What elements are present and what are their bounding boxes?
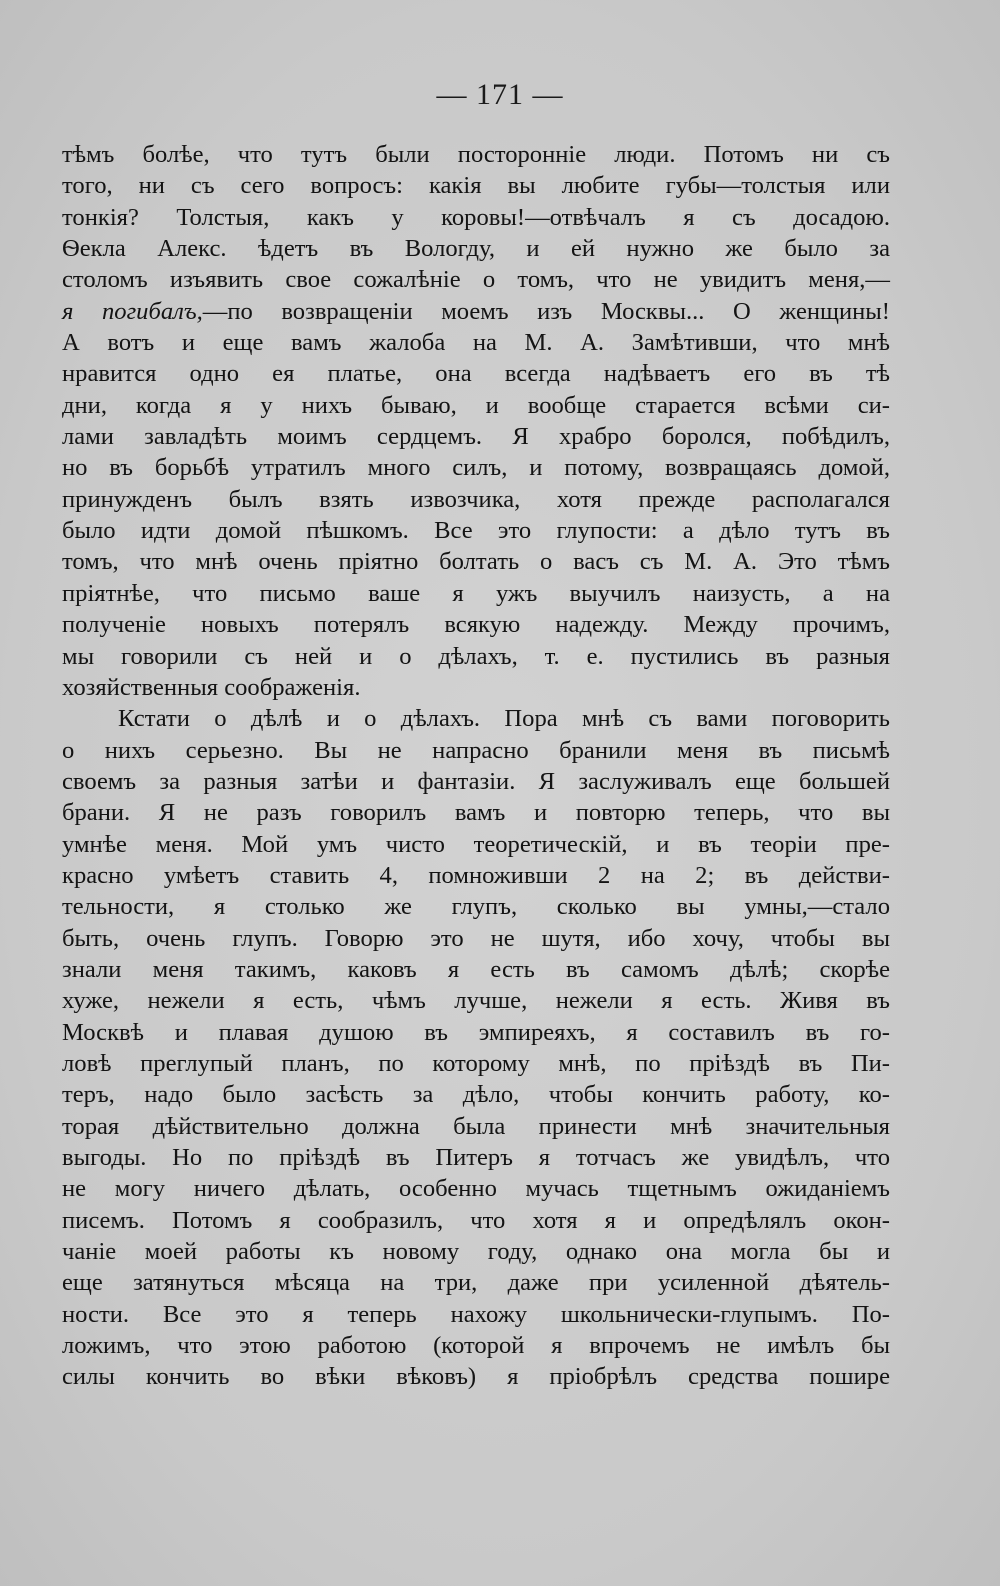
text-line: не могу ничего дѣлать, особенно мучась тщетнымъ ожиданіемъ (62, 1175, 890, 1203)
text-line-with-italic (62, 296, 890, 327)
text-line: томъ, что мнѣ очень пріятно болтать о васъ съ М. А. Это тѣмъ (62, 548, 890, 576)
text-line: Ѳекла Алекс. ѣдетъ въ Вологду, и ей нужно же было за (62, 235, 890, 263)
body-text (62, 139, 890, 1393)
text-line: принужденъ былъ взять извозчика, хотя прежде располагался (62, 485, 890, 513)
text-line: красно умѣетъ ставить 4, помноживши 2 на 2; въ действи- (62, 861, 890, 889)
text-line: ложимъ, что этою работою (которой я впрочемъ не имѣлъ бы (62, 1332, 890, 1360)
text-line: полученіе новыхъ потерялъ всякую надежду. Между прочимъ, (62, 611, 890, 639)
text-line: ловѣ преглупый планъ, по которому мнѣ, по пріѣздѣ въ Пи- (62, 1049, 890, 1077)
text-line: столомъ изъявить свое сожалѣніе о томъ, что не увидитъ меня,— (62, 266, 890, 294)
text-line: теръ, надо было засѣсть за дѣло, чтобы кончить работу, ко- (62, 1081, 890, 1109)
text-line: еще затянуться мѣсяца на три, даже при усиленной дѣятель- (62, 1269, 890, 1297)
text-line: дни, когда я у нихъ бываю, и вообще старается всѣми си- (62, 391, 890, 419)
text-line: ности. Все это я теперь нахожу школьнически-глупымъ. По- (62, 1300, 890, 1328)
text-line: быть, очень глупъ. Говорю это не шутя, ибо хочу, чтобы вы (62, 924, 890, 952)
text-line: Москвѣ и плавая душою въ эмпиреяхъ, я составилъ въ го- (62, 1018, 890, 1046)
text-line: силы кончить во вѣки вѣковъ) я пріобрѣлъ средства пошире (62, 1363, 890, 1391)
text-line: хуже, нежели я есть, чѣмъ лучше, нежели я есть. Живя въ (62, 987, 890, 1015)
paragraph-2 (62, 703, 890, 1393)
text-line: умнѣе меня. Мой умъ чисто теоретическій, и въ теоріи пре- (62, 830, 890, 858)
paragraph-1 (62, 139, 890, 703)
text-line: тельности, я столько же глупъ, сколько вы умны,—стало (62, 893, 890, 921)
text-line: чаніе моей работы къ новому году, однако она могла бы и (62, 1238, 890, 1266)
text-line: было идти домой пѣшкомъ. Все это глупости: а дѣло тутъ въ (62, 517, 890, 545)
text-line: своемъ за разныя затѣи и фантазіи. Я заслуживалъ еще большей (62, 767, 890, 795)
text-line: писемъ. Потомъ я сообразилъ, что хотя я и опредѣлялъ окон- (62, 1206, 890, 1234)
text-line: нравится одно ея платье, она всегда надѣваетъ его въ тѣ (62, 360, 890, 388)
text-line: мы говорили съ ней и о дѣлахъ, т. е. пустились въ разныя (62, 642, 890, 670)
text-line: пріятнѣе, что письмо ваше я ужъ выучилъ наизусть, а на (62, 579, 890, 607)
text-line: Кстати о дѣлѣ и о дѣлахъ. Пора мнѣ съ вами поговорить (118, 705, 890, 733)
text-line: знали меня такимъ, каковъ я есть въ самомъ дѣлѣ; скорѣе (62, 955, 890, 983)
italic-phrase: я погибалъ, (62, 297, 203, 325)
text-line: торая дѣйствительно должна была принести мнѣ значительныя (62, 1112, 890, 1140)
text-line: того, ни съ сего вопросъ: какія вы любите губы—толстыя или (62, 172, 890, 200)
text-line: тонкія? Толстыя, какъ у коровы!—отвѣчалъ я съ досадою. (62, 203, 890, 231)
page-number: — 171 — (436, 78, 564, 111)
text-line: но въ борьбѣ утратилъ много силъ, и потому, возвращаясь домой, (62, 454, 890, 482)
text-line: лами завладѣть моимъ сердцемъ. Я храбро боролся, побѣдилъ, (62, 423, 890, 451)
text-line: А вотъ и еще вамъ жалоба на М. А. Замѣтивши, что мнѣ (62, 329, 890, 357)
text-line: брани. Я не разъ говорилъ вамъ и повторю теперь, что вы (62, 799, 890, 827)
text-line: хозяйственныя соображенія. (62, 673, 361, 701)
text-line: тѣмъ болѣе, что тутъ были посторонніе люди. Потомъ ни съ (62, 141, 890, 168)
text-line: о нихъ серьезно. Вы не напрасно бранили меня въ письмѣ (62, 736, 890, 764)
text-line: выгоды. Но по пріѣздѣ въ Питеръ я тотчасъ же увидѣлъ, что (62, 1144, 890, 1171)
text-line-rest: —по возвращеніи моемъ изъ Москвы... О женщины! (202, 297, 890, 325)
